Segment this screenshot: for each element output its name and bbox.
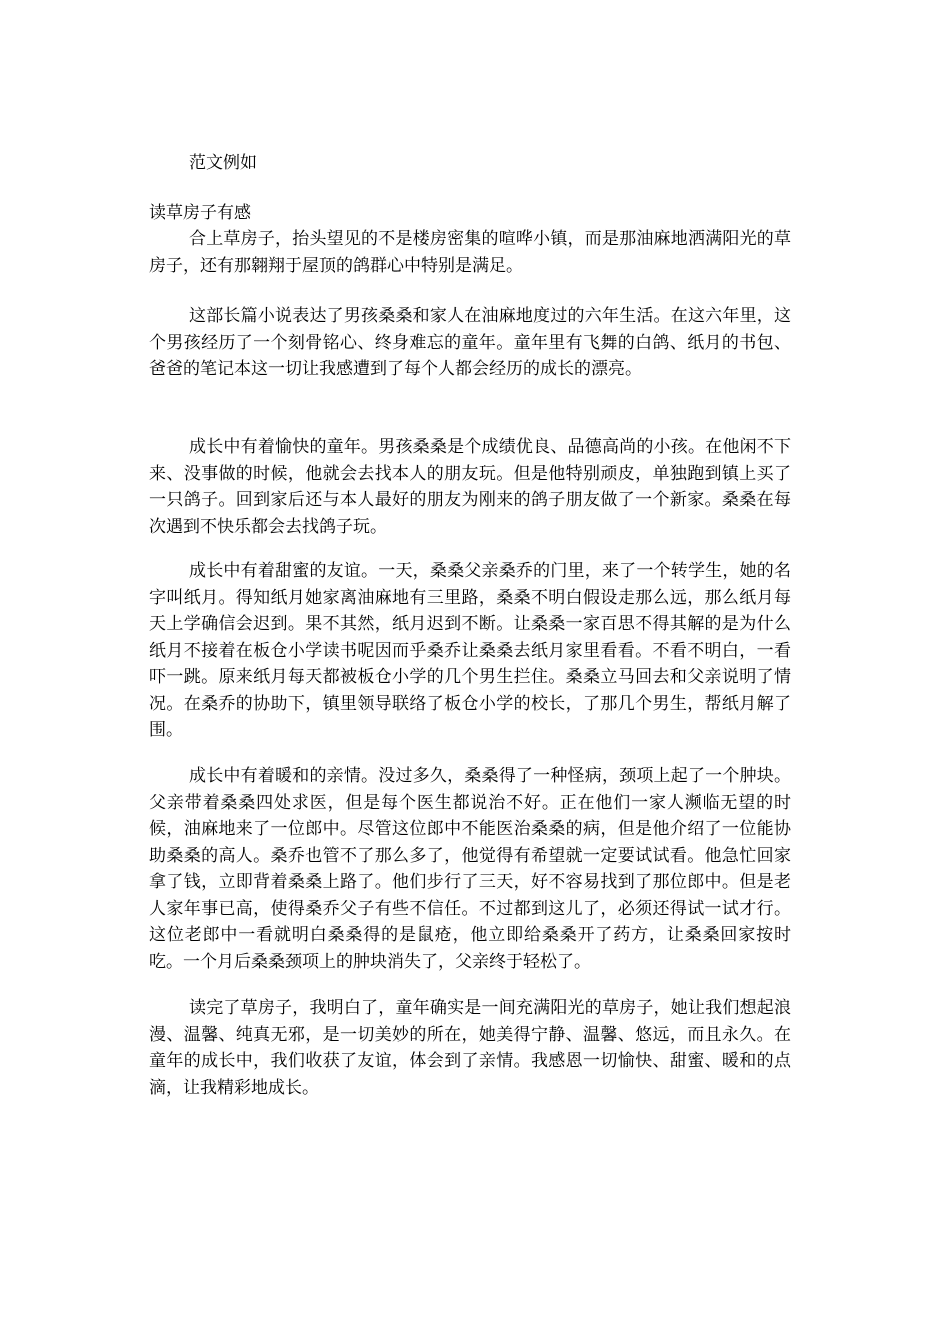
document-heading: 范文例如 — [189, 153, 257, 173]
paragraph-4: 成长中有着甜蜜的友谊。一天，桑桑父亲桑乔的门里，来了一个转学生，她的名字叫纸月。得知纸月她家离油麻地有三里路，桑桑不明白假设走那么远，那么纸月每天上学确信会迟到。果不其然，纸月迟到不断。让桑桑一家百思不得其解的是为什么纸月不接着在板仓小学读书呢因而乎桑乔让桑桑去纸月家里看看。不看不明白，一看吓一跳。原来纸月每天都被板仓小学的几个男生拦住。桑桑立马回去和父亲说明了情况。在桑乔的协助下，镇里领导联络了板仓小学的校长，了那几个男生，帮纸月解了围。 — [149, 561, 791, 740]
paragraph-2: 这部长篇小说表达了男孩桑桑和家人在油麻地度过的六年生活。在这六年里，这个男孩经历了一个刻骨铭心、终身难忘的童年。童年里有飞舞的白鸽、纸月的书包、爸爸的笔记本这一切让我感遭到了每个人都会经历的成长的漂亮。 — [149, 306, 791, 379]
paragraph-1: 合上草房子，抬头望见的不是楼房密集的喧哗小镇，而是那油麻地洒满阳光的草房子，还有那翱翔于屋顶的鸽群心中特别是满足。 — [149, 229, 791, 276]
paragraph-6: 读完了草房子，我明白了，童年确实是一间充满阳光的草房子，她让我们想起浪漫、温馨、纯真无邪，是一切美妙的所在，她美得宁静、温馨、悠远，而且永久。在童年的成长中，我们收获了友谊，体会到了亲情。我感恩一切愉快、甜蜜、暖和的点滴，让我精彩地成长。 — [149, 998, 791, 1098]
document-page — [149, 150, 791, 1098]
paragraph-5: 成长中有着暖和的亲情。没过多久，桑桑得了一种怪病，颈项上起了一个肿块。父亲带着桑桑四处求医，但是每个医生都说治不好。正在他们一家人濒临无望的时候，油麻地来了一位郎中。尽管这位郎中不能医治桑桑的病，但是他介绍了一位能协助桑桑的高人。桑乔也管不了那么多了，他觉得有希望就一定要试试看。他急忙回家拿了钱，立即背着桑桑上路了。他们步行了三天，好不容易找到了那位郎中。但是老人家年事已高，使得桑乔父子有些不信任。不过都到这儿了，必须还得试一试才行。这位老郎中一看就明白桑桑得的是鼠疮，他立即给桑桑开了药方，让桑桑回家按时吃。一个月后桑桑颈项上的肿块消失了，父亲终于轻松了。 — [149, 766, 791, 972]
paragraph-3: 成长中有着愉快的童年。男孩桑桑是个成绩优良、品德高尚的小孩。在他闲不下来、没事做的时候，他就会去找本人的朋友玩。但是他特别顽皮，单独跑到镇上买了一只鸽子。回到家后还与本人最好的朋友为刚来的鸽子朋友做了一个新家。桑桑在每次遇到不快乐都会去找鸽子玩。 — [149, 437, 791, 537]
essay-title: 读草房子有感 — [149, 203, 251, 223]
